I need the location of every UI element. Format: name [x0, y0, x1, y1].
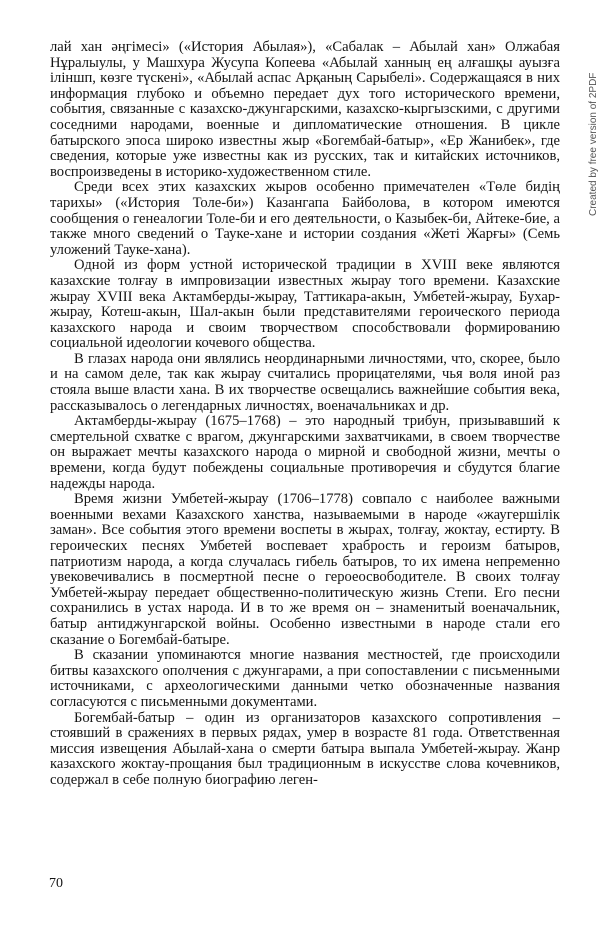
- page-text-body: [50, 40, 560, 860]
- watermark-text: Created by free version of 2PDF: [588, 72, 599, 216]
- paragraph-8: Богембай-батыр – один из организаторов казахского сопротивления – стоявший в сражениях в первых рядах, умер в возрасте 81 года. Ответственная миссия извещения Абылай-хана о смерти батыра выпала Умбетей-жырау. Жанр казахского жоктау-прощания был традиционным в искусстве слова кочевников, содержал в себе полную биографию леген-: [50, 709, 560, 788]
- paragraph-6: Время жизни Умбетей-жырау (1706–1778) совпало с наиболее важными военными вехами Казахского ханства, называемыми в народе «жаугершілік заман». Все события этого времени воспеты в жырах, толғау, жоктау, естирту. В героических песнях Умбетей воспевает храбрость и героизм батыров, патриотизм народа, а когда случалась гибель батыров, то их имена непременно увековечивались в посмертной песне о героеосвободителе. В своих толғау Умбетей-жырау передает общественно-политическую жизнь Степи. Его песни сохранились в устах народа. И в то же время он – знаменитый военачальник, батыр антиджунгарской войны. Особенно известными в народе стали его сказание о Богембай-батыре.: [50, 491, 560, 648]
- paragraph-7: В сказании упоминаются многие названия местностей, где происходили битвы казахского ополчения с джунгарами, а при сопоставлении с письменными источниками, с археологическими данными четко обозначенные названия согласуются с письменными документами.: [50, 647, 560, 710]
- paragraph-5: Актамберды-жырау (1675–1768) – это народный трибун, призывавший к смертельной схватке с врагом, джунгарскими захватчиками, в своем творчестве он выражает мечты казахского народа о мирной и свободной жизни, мечты о времени, когда будут побеждены социальные противоречия и сбудутся благие надежды народа.: [50, 413, 560, 492]
- paragraph-4: В глазах народа они являлись неординарными личностями, что, скорее, было и на самом деле, так как жырау считались прорицателями, чья воля иной раз стояла выше власти хана. В их творчестве освещались важнейшие события века, рассказывалось о легендарных личностях, военачальниках и др.: [50, 350, 560, 414]
- paragraph-1: лай хан әңгімесі» («История Абылая»), «Сабалак – Абылай хан» Олжабая Нұралыулы, у Машхура Жусупа Копеева «Абылай ханның ең алғашқы ауызға іліншп, көзге түскені», «Абылай аспас Арқаның Сарыбелі». Содержащаяся в них информация глубоко и объемно передает дух того исторического времени, события, связанные с казахско-джунгарскими, казахско-кыргызскими, с другими соседними народами, военные и дипломатические отношения. В цикле батырского эпоса широко известны жыр «Богембай-батыр», «Ер Жанибек», где сведения, которые уже известны как из русских, так и китайских источников, воспроизведены в историко-художественном стиле.: [50, 40, 560, 180]
- page-number: 70: [49, 876, 63, 891]
- paragraph-2: Среди всех этих казахских жыров особенно примечателен «Төле бидің тарихы» («История Толе-би») Казангапа Байболова, в котором имеются сообщения о генеалогии Толе-би и его деятельности, о Казыбек-би, Айтеке-бие, а также много сведений о Тауке-хане и истории создания «Жеті Жарғы» (Семь уложений Тауке-хана).: [50, 179, 560, 258]
- paragraph-3: Одной из форм устной исторической традиции в XVIII веке являются казахские толғау в импровизации известных жырау того времени. Казахские жырау XVIII века Актамберды-жырау, Таттикара-акын, Умбетей-жырау, Бухар-жырау, Котеш-акын, Шал-акын были представителями героического периода казахского народа и своим творчеством способствовали формированию социальной идеологии кочевого общества.: [50, 257, 560, 352]
